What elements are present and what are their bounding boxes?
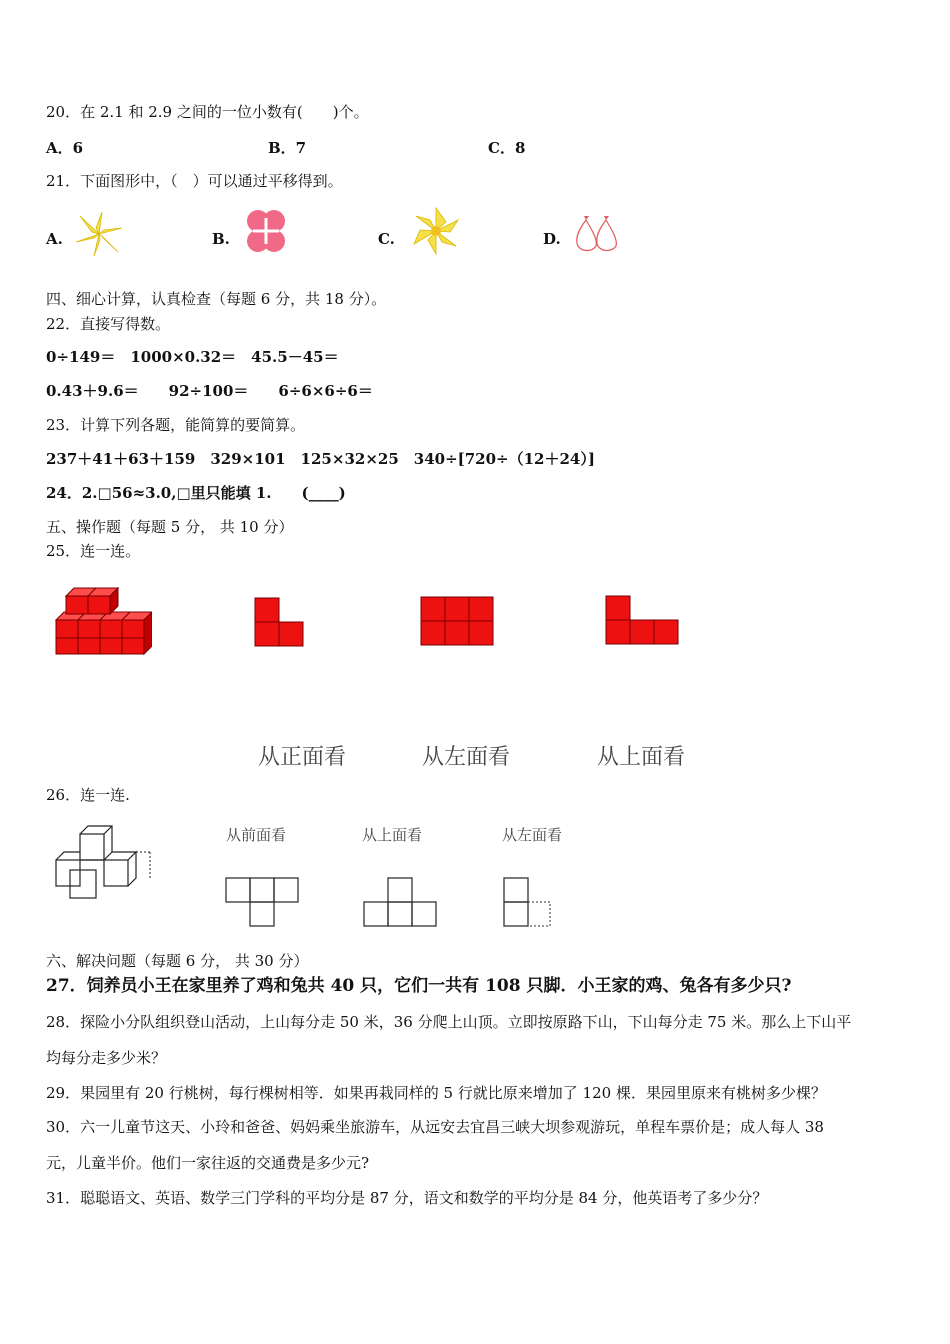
question-21: 21．下面图形中，（ ）可以通过平移得到。: [46, 172, 343, 190]
option-b: B.: [212, 230, 230, 248]
question-22: 22．直接写得数。: [46, 315, 171, 333]
front-view-figure: [224, 874, 300, 928]
star-pinwheel-icon: [410, 206, 462, 256]
top-view-figure: [362, 876, 438, 928]
pinwheel-icon: [72, 208, 126, 260]
section-6-heading: 六、解决问题（每题 6 分， 共 30 分）: [46, 952, 309, 970]
question-31: 31．聪聪语文、英语、数学三门学科的平均分是 87 分，语文和数学的平均分是 84 分，他英语考了多少分？: [46, 1189, 768, 1207]
view-rectangle-figure: [420, 596, 496, 648]
calc-row-1: 0÷149＝ 1000×0.32＝ 45.5－45＝: [46, 348, 339, 366]
option-d: D.: [543, 230, 561, 248]
question-28-line-2: 均每分走多少米？: [46, 1049, 167, 1067]
view-l-shape-figure: [254, 597, 306, 649]
caption-top-view: 从上面看: [597, 745, 686, 770]
caption-front: 从前面看: [226, 826, 287, 844]
caption-top: 从上面看: [362, 826, 423, 844]
cube-solid-figure: [52, 582, 152, 658]
birds-icon: [570, 212, 626, 254]
left-view-figure: [502, 876, 554, 930]
flower-icon: [240, 206, 292, 258]
cube-outline-figure: [50, 824, 162, 904]
option-b: B．7: [268, 139, 307, 157]
question-27: 27．饲养员小王在家里养了鸡和兔共 40 只，它们一共有 108 只脚．小王家的鸡、兔各有多少只?: [46, 976, 792, 996]
option-c: C．8: [488, 139, 526, 157]
question-23: 23．计算下列各题，能简算的要简算。: [46, 416, 306, 434]
question-20: 20．在 2.1 和 2.9 之间的一位小数有( )个。: [46, 103, 369, 121]
view-long-l-figure: [605, 595, 681, 647]
calc-row-3: 237＋41＋63＋159 329×101 125×32×25 340÷[720÷（12＋24）]: [46, 450, 595, 468]
option-a: A．6: [46, 139, 84, 157]
question-30-line-1: 30．六一儿童节这天、小玲和爸爸、妈妈乘坐旅游车，从远安去宜昌三峡大坝参观游玩，单程车票价是；成人每人 38: [46, 1118, 824, 1136]
caption-left: 从左面看: [502, 826, 563, 844]
question-25: 25．连一连。: [46, 542, 141, 560]
section-5-heading: 五、操作题（每题 5 分， 共 10 分）: [46, 518, 294, 536]
caption-front-view: 从正面看: [258, 745, 347, 770]
question-26: 26．连一连.: [46, 786, 130, 804]
question-24: 24．2.□56≈3.0,□里只能填 1. (____): [46, 484, 346, 502]
question-29: 29．果园里有 20 行桃树，每行棵树相等．如果再栽同样的 5 行就比原来增加了 120 棵．果园里原来有桃树多少棵？: [46, 1084, 826, 1102]
caption-left-view: 从左面看: [422, 745, 511, 770]
calc-row-2: 0.43＋9.6＝ 92÷100＝ 6÷6×6÷6＝: [46, 382, 373, 400]
section-4-heading: 四、细心计算，认真检查（每题 6 分，共 18 分）。: [46, 290, 387, 308]
question-28-line-1: 28．探险小分队组织登山活动，上山每分走 50 米，36 分爬上山顶。立即按原路下山，下山每分走 75 米。那么上下山平: [46, 1013, 852, 1031]
question-30-line-2: 元，儿童半价。他们一家往返的交通费是多少元?: [46, 1154, 370, 1172]
option-c: C.: [378, 230, 395, 248]
option-a: A.: [46, 230, 63, 248]
